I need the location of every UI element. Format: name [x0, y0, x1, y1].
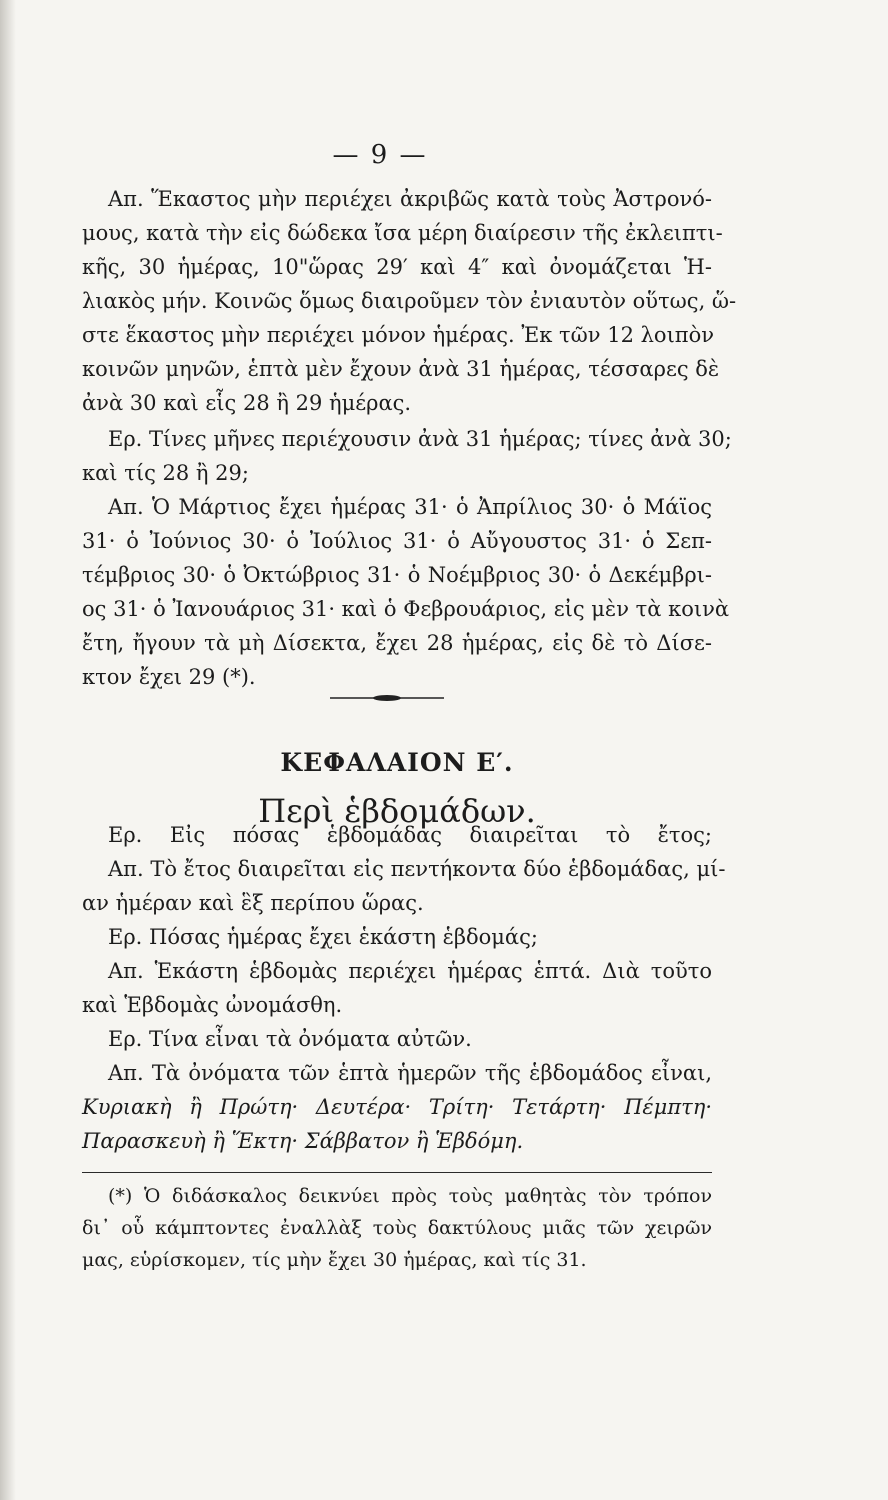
footnote-line: μας, εὑρίσκομεν, τίς μὴν ἔχει 30 ἡμέρας, καὶ τίς 31. — [82, 1249, 587, 1271]
text-line: τέμβριος 30· ὁ Ὀκτώβριος 31· ὁ Νοέμβριος 30· ὁ Δεκέμβρι- — [82, 563, 712, 587]
text-line: Απ. Ἕκαστος μὴν περιέχει ἀκριβῶς κατὰ τοὺς Ἀστρονό- — [108, 187, 712, 211]
text-line: λιακὸς μήν. Κοινῶς ὅμως διαιροῦμεν τὸν ἐνιαυτὸν οὕτως, ὥ- — [82, 289, 737, 313]
text-line: Απ. Τὸ ἔτος διαιρεῖται εἰς πεντήκοντα δύο ἑβδομάδας, μί- — [108, 857, 726, 881]
text-line: Απ. Ἑκάστη ἑβδομὰς περιέχει ἡμέρας ἑπτά. Διὰ τοῦτο — [108, 959, 712, 983]
weeks-qa — [82, 818, 726, 1158]
chapter-title: ΚΕΦΑΛΑΙΟΝ Ε′. — [280, 748, 514, 777]
text-line: Ερ. Τίνες μῆνες περιέχουσιν ἀνὰ 31 ἡμέρας; τίνες ἀνὰ 30; — [108, 427, 732, 451]
text-line: κοινῶν μηνῶν, ἑπτὰ μὲν ἔχουν ἀνὰ 31 ἡμέρας, τέσσαρες δὲ — [82, 357, 720, 381]
text-line: καὶ τίς 28 ἢ 29; — [82, 461, 249, 485]
text-line: μους, κατὰ τὴν εἰς δώδεκα ἴσα μέρη διαίρεσιν τῆς ἐκλειπτι- — [82, 221, 723, 245]
footnote-divider — [82, 1172, 712, 1173]
footnote-line: (*) Ὁ διδάσκαλος δεικνύει πρὸς τοὺς μαθητὰς τὸν τρόπον — [108, 1185, 712, 1207]
page-number: — 9 — — [332, 140, 428, 170]
text-line: ος 31· ὁ Ἰανουάριος 31· καὶ ὁ Φεβρουάριος, εἰς μὲν τὰ κοινὰ — [82, 597, 730, 621]
paragraph-months-answer — [82, 182, 737, 420]
text-line: Ερ. Εἰς πόσας ἑβδομάδας διαιρεῖται τὸ ἔτος; — [108, 823, 712, 847]
section-ornament — [330, 694, 444, 702]
text-line: Κυριακὴ ἢ Πρώτη· Δευτέρα· Τρίτη· Τετάρτη· Πέμπτη· — [82, 1095, 712, 1119]
chapter-subtitle: Περὶ ἑβδομάδων. — [258, 792, 536, 830]
paragraph-months-question — [82, 422, 732, 490]
text-line: καὶ Ἑβδομὰς ὠνομάσθη. — [82, 993, 343, 1017]
text-line: κῆς, 30 ἡμέρας, 10"ὥρας 29′ καὶ 4″ καὶ ὀνομάζεται Ἡ- — [82, 255, 712, 279]
text-line: Απ. Ὁ Μάρτιος ἔχει ἡμέρας 31· ὁ Ἀπρίλιος 30· ὁ Μάϊος — [108, 495, 712, 519]
paragraph-month-days — [82, 490, 730, 694]
text-line: Παρασκευὴ ἢ Ἕκτη· Σάββατον ἢ Ἑβδόμη. — [82, 1129, 524, 1153]
footnote-line: δι᾽ οὗ κάμπτοντες ἐναλλὰξ τοὺς δακτύλους μιᾶς τῶν χειρῶν — [82, 1217, 712, 1239]
footnote — [82, 1180, 712, 1276]
text-line: Ερ. Πόσας ἡμέρας ἔχει ἑκάστη ἑβδομάς; — [108, 925, 538, 949]
text-line: Ερ. Τίνα εἶναι τὰ ὀνόματα αὐτῶν. — [108, 1027, 472, 1051]
text-line: στε ἕκαστος μὴν περιέχει μόνον ἡμέρας. Ἐκ τῶν 12 λοιπὸν — [82, 323, 715, 347]
text-line: κτον ἔχει 29 (*). — [82, 665, 256, 689]
text-line: Απ. Τὰ ὀνόματα τῶν ἑπτὰ ἡμερῶν τῆς ἑβδομάδος εἶναι, — [108, 1061, 712, 1085]
text-line: 31· ὁ Ἰούνιος 30· ὁ Ἰούλιος 31· ὁ Αὔγουστος 31· ὁ Σεπ- — [82, 529, 712, 553]
text-line: αν ἡμέραν καὶ ἓξ περίπου ὥρας. — [82, 891, 424, 915]
text-line: ἔτη, ἤγουν τὰ μὴ Δίσεκτα, ἔχει 28 ἡμέρας, εἰς δὲ τὸ Δίσε- — [82, 631, 712, 655]
text-line: ἀνὰ 30 καὶ εἷς 28 ἢ 29 ἡμέρας. — [82, 391, 412, 415]
page-gutter-shadow — [0, 0, 16, 1500]
